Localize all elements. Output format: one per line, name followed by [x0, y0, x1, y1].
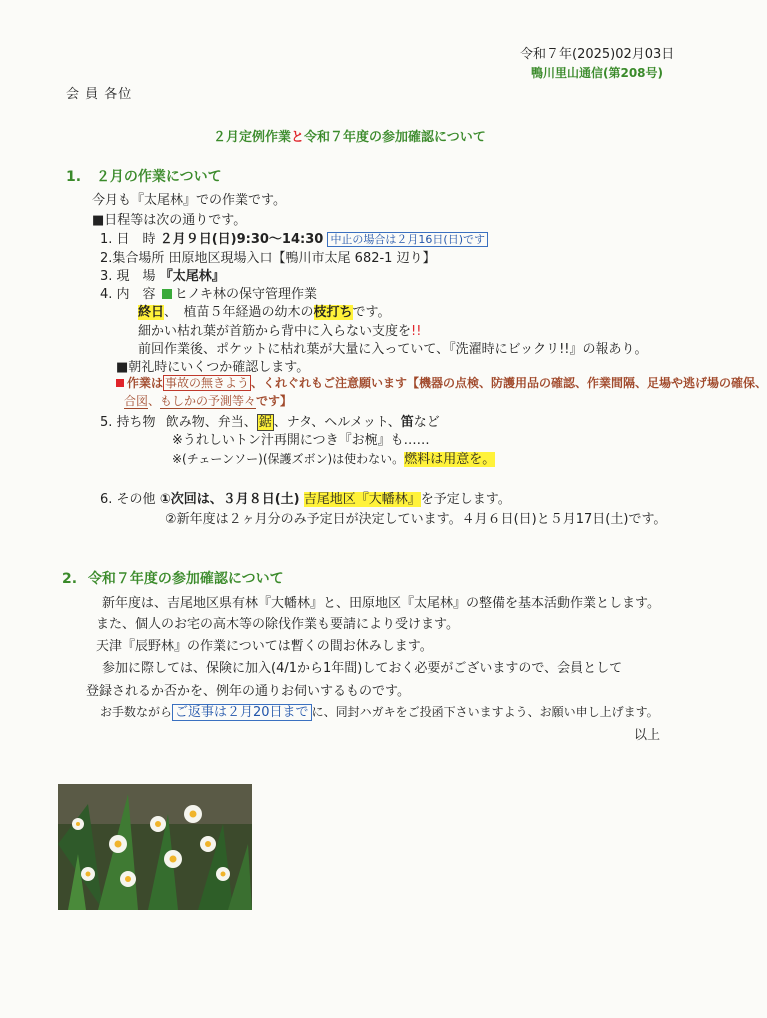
daffodils-photo	[58, 784, 252, 910]
content-value: ヒノキ林の保守管理作業	[174, 287, 318, 302]
items-line: 5. 持ち物 飲み物、弁当、 鋸 、ナタ、ヘルメット、笛など	[100, 415, 440, 430]
title-part2: 令和７年度の参加確認について	[304, 130, 486, 145]
items-note-2: ※(チェーンソー)(保護ズボン)は使わない。燃料は用意を。	[172, 452, 496, 467]
date-value: ２月９日(日)9:30～14:30	[159, 232, 324, 247]
safety-line-1: 作業は 事故の無きよう 、くれぐれもご注意願います【機器の点検、防護用品の確認、作業間隔、足場や逃げ場の確保、	[116, 374, 767, 391]
title-and: と	[291, 130, 305, 145]
safety-boxed: 事故の無きよう	[165, 376, 250, 390]
content-detail-3: 前回作業後、ポケットに枯れ葉が大量に入っていて、『洗濯時にビックリ!!』の報あり。	[138, 342, 648, 357]
morning-check: ■朝礼時にいくつか確認します。	[116, 360, 310, 375]
place-label: 2.集合場所	[100, 251, 165, 266]
saw-item: 鋸	[258, 415, 272, 430]
content-line	[100, 283, 317, 302]
place-value: 田原地区現場入口【鴨川市太尾 682-1 辺り】	[168, 251, 436, 266]
safety-line-2: 合図、もしかの予測等々です】	[124, 394, 293, 408]
place-line	[100, 247, 436, 266]
content-detail-2: 細かい枯れ葉が首筋から背中に入らない支度を!!	[138, 324, 422, 339]
section2-p6: お手数ながら ご返事は２月20日まで に、同封ハガキをご投函下さいますよう、お願い申し上げます。	[100, 705, 659, 720]
section2-heading	[62, 568, 284, 588]
items-label: 5. 持ち物	[100, 415, 156, 430]
closing: 以上	[634, 728, 661, 743]
schedule-label: ■日程等は次の通りです。	[92, 213, 247, 228]
section2-p3: 天津『辰野林』の作業については暫くの間お休みします。	[96, 639, 433, 654]
other-line-2: ②新年度は２ヶ月分のみ予定日が決定しています。４月６日(日)と５月17日(土)です。	[165, 512, 667, 527]
section2-p4: 参加に際しては、保険に加入(4/1から1年間)しておく必要がございますので、会員として	[102, 661, 623, 676]
content-detail-1: 終日、 植苗５年経過の幼木の枝打ちです。	[138, 305, 391, 320]
exclamation-mark: !!	[411, 324, 422, 339]
date-label: 1. 日 時	[100, 232, 156, 247]
green-square-icon	[162, 289, 172, 299]
issue-date: 令和７年(2025)02月03日	[520, 47, 675, 62]
other-label: 6. その他	[100, 492, 156, 507]
whistle-item: 笛	[400, 415, 414, 430]
red-square-icon	[116, 379, 124, 387]
document-title	[213, 126, 486, 145]
section2-p2: また、個人のお宅の高木等の除伐作業も要請により受けます。	[96, 617, 459, 632]
section2-p5: 登録されるか否かを、例年の通りお伺いするものです。	[86, 684, 410, 699]
title-part1: ２月定例作業	[213, 130, 292, 145]
section2-title: 令和７年度の参加確認について	[87, 571, 284, 587]
section2-number: 2.	[62, 571, 78, 587]
section2-p1: 新年度は、吉尾地区県有林『大幡林』と、田原地区『太尾林』の整備を基本活動作業とします。	[102, 596, 660, 611]
section1-number: 1.	[66, 169, 82, 185]
other-line-1: 6. その他 ①次回は、３月８日(土) 吉尾地区『大幡林』を予定します。	[100, 492, 511, 507]
section1-title: ２月の作業について	[95, 169, 222, 185]
date-line	[100, 228, 488, 247]
site-line	[100, 265, 225, 284]
reply-deadline: ご返事は２月20日まで	[172, 704, 312, 721]
newsletter-issue: 鴨川里山通信(第208号)	[531, 66, 664, 80]
addressee: 会 員 各位	[66, 87, 133, 102]
daffodils-image	[58, 784, 252, 910]
date-cancel-note: 中止の場合は２月16日(日)です	[327, 232, 488, 247]
site-label: 3. 現 場	[100, 269, 156, 284]
section1-intro: 今月も『太尾林』での作業です。	[92, 193, 286, 208]
section1-heading	[66, 166, 222, 186]
items-note-1: ※うれしいトン汁再開につき『お椀』も……	[172, 433, 430, 448]
content-label: 4. 内 容	[100, 287, 156, 302]
site-value: 『太尾林』	[159, 269, 225, 284]
